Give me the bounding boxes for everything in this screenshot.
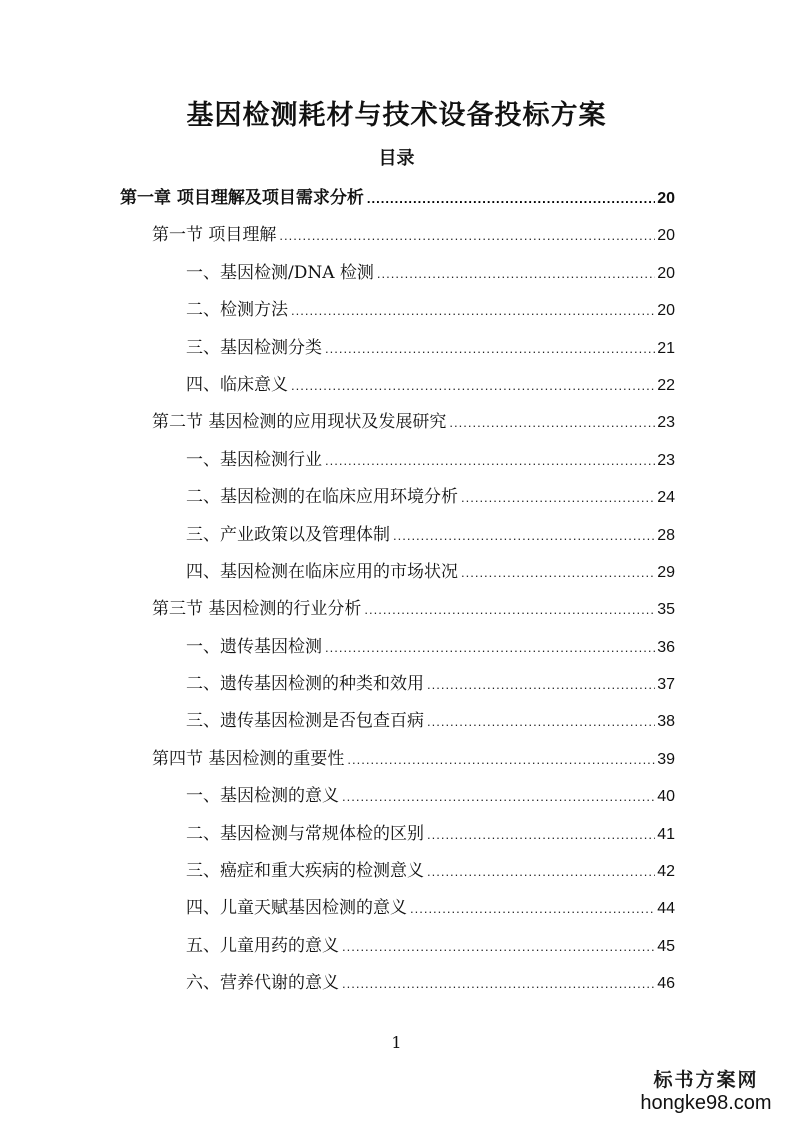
toc-entry-page: 20 — [657, 302, 675, 320]
toc-entry-page: 45 — [657, 937, 675, 955]
toc-entry-page: 44 — [657, 900, 675, 918]
toc-entry-label: 一、基因检测行业 — [186, 449, 322, 470]
toc-leader-dots — [427, 860, 655, 884]
toc-leader-dots — [342, 972, 655, 996]
toc-entry[interactable] — [120, 560, 675, 597]
toc-entry-label: 一、基因检测的意义 — [186, 786, 339, 807]
toc-entry-label: 三、癌症和重大疾病的检测意义 — [186, 861, 424, 882]
toc-entry[interactable] — [120, 672, 675, 709]
watermark-site-name: 标书方案网 — [653, 1069, 759, 1091]
toc-entry-page: 39 — [657, 750, 675, 768]
toc-entry-page: 23 — [657, 451, 675, 469]
toc-leader-dots — [461, 486, 655, 510]
toc-entry-page: 35 — [657, 601, 675, 619]
toc-entry-page: 20 — [657, 227, 675, 245]
toc-entry-label: 四、临床意义 — [186, 374, 288, 395]
toc-entry-page: 23 — [657, 414, 675, 432]
toc-entry[interactable] — [120, 223, 675, 260]
toc-heading: 目录 — [378, 148, 415, 169]
toc-entry[interactable] — [120, 410, 675, 447]
toc-entry-page: 21 — [657, 339, 675, 357]
toc-entry-label: 六、营养代谢的意义 — [186, 973, 339, 994]
toc-entry[interactable] — [120, 485, 675, 522]
toc-entry-label: 第二节 基因检测的应用现状及发展研究 — [152, 412, 447, 433]
toc-leader-dots — [461, 561, 655, 585]
toc-entry[interactable] — [120, 896, 675, 933]
toc-leader-dots — [367, 187, 655, 211]
toc-leader-dots — [364, 598, 655, 622]
toc-entry[interactable] — [120, 597, 675, 634]
toc-leader-dots — [427, 673, 655, 697]
toc-entry[interactable] — [120, 859, 675, 896]
toc-entry-label: 二、基因检测的在临床应用环境分析 — [186, 487, 458, 508]
page-number: 1 — [391, 1033, 402, 1052]
toc-entry[interactable] — [120, 709, 675, 746]
toc-entry-label: 第一节 项目理解 — [152, 225, 277, 246]
toc-entry[interactable] — [120, 523, 675, 560]
toc-entry[interactable] — [120, 971, 675, 1008]
toc-entry-page: 28 — [657, 526, 675, 544]
toc-leader-dots — [427, 823, 655, 847]
toc-entry[interactable] — [120, 822, 675, 859]
toc-entry-page: 22 — [657, 376, 675, 394]
toc-leader-dots — [342, 785, 655, 809]
toc-leader-dots — [410, 897, 655, 921]
toc-entry[interactable] — [120, 747, 675, 784]
toc-entry-page: 20 — [657, 264, 675, 282]
toc-entry-page: 42 — [657, 863, 675, 881]
toc-entry[interactable] — [120, 448, 675, 485]
toc-leader-dots — [393, 524, 655, 548]
toc-leader-dots — [325, 449, 655, 473]
toc-entry-label: 第一章 项目理解及项目需求分析 — [120, 188, 364, 208]
toc-entry-label: 三、基因检测分类 — [186, 337, 322, 358]
toc-entry-label: 四、基因检测在临床应用的市场状况 — [186, 561, 458, 582]
toc-entry-page: 41 — [657, 825, 675, 843]
toc-entry-page: 20 — [657, 190, 675, 207]
toc-entry-page: 38 — [657, 713, 675, 731]
toc-leader-dots — [377, 262, 655, 286]
toc-leader-dots — [427, 710, 655, 734]
toc-entry-label: 一、基因检测/DNA 检测 — [186, 262, 374, 283]
site-watermark — [631, 1068, 781, 1114]
toc-entry[interactable] — [120, 373, 675, 410]
toc-leader-dots — [347, 748, 655, 772]
toc-entry-label: 二、基因检测与常规体检的区别 — [186, 823, 424, 844]
toc-leader-dots — [342, 935, 655, 959]
toc-entry[interactable] — [120, 186, 675, 223]
toc-entry-label: 二、检测方法 — [186, 300, 288, 321]
document-title: 基因检测耗材与技术设备投标方案 — [186, 100, 607, 131]
toc-leader-dots — [325, 636, 655, 660]
toc-entry-label: 第四节 基因检测的重要性 — [152, 748, 345, 769]
toc-leader-dots — [325, 337, 655, 361]
toc-entry-page: 24 — [657, 489, 675, 507]
toc-entry-label: 四、儿童天赋基因检测的意义 — [186, 898, 407, 919]
toc-entry[interactable] — [120, 635, 675, 672]
toc-leader-dots — [291, 374, 655, 398]
toc-entry-label: 二、遗传基因检测的种类和效用 — [186, 674, 424, 695]
toc-entry-page: 40 — [657, 788, 675, 806]
toc-entry-label: 三、产业政策以及管理体制 — [186, 524, 390, 545]
toc-entry-page: 46 — [657, 975, 675, 993]
toc-entry-label: 五、儿童用药的意义 — [186, 935, 339, 956]
watermark-url: hongke98.com — [640, 1092, 772, 1114]
toc-entry[interactable] — [120, 934, 675, 971]
toc-entry[interactable] — [120, 261, 675, 298]
toc-entry-label: 一、遗传基因检测 — [186, 636, 322, 657]
toc-entry-label: 第三节 基因检测的行业分析 — [152, 599, 362, 620]
toc-entry-page: 36 — [657, 638, 675, 656]
toc-entry-page: 29 — [657, 563, 675, 581]
table-of-contents — [120, 186, 675, 1009]
toc-entry[interactable] — [120, 298, 675, 335]
toc-leader-dots — [291, 299, 655, 323]
toc-entry[interactable] — [120, 784, 675, 821]
toc-entry-page: 37 — [657, 676, 675, 694]
toc-leader-dots — [449, 411, 655, 435]
toc-entry-label: 三、遗传基因检测是否包查百病 — [186, 711, 424, 732]
toc-leader-dots — [279, 224, 655, 248]
toc-entry[interactable] — [120, 336, 675, 373]
